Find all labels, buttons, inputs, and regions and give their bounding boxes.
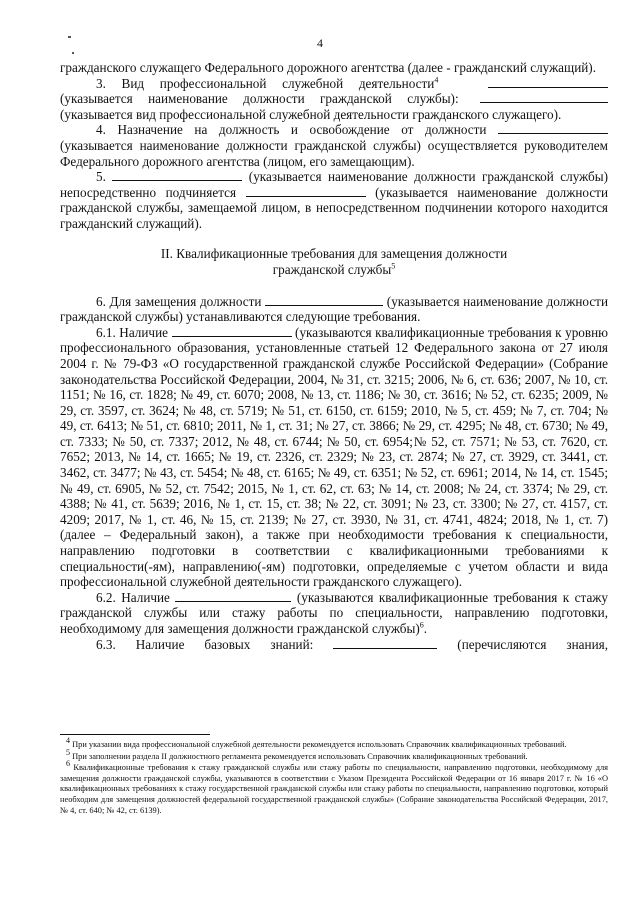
blank-field (172, 325, 292, 337)
paragraph-4-text-2: (указывается наименование должности гражданской службы) осуществляется руководителем Федерального дорожного агентства (лицом, его замещающим). (60, 137, 608, 169)
paragraph-6-2 (60, 590, 608, 637)
blank-field (246, 185, 366, 197)
scan-speck (72, 52, 74, 54)
footnote-ref-5: 5 (391, 261, 396, 271)
footnote-6-mark: 6 (66, 759, 70, 769)
footnote-5-text: При заполнении раздела II должностного регламента рекомендуется использовать Справочник квалификационных требований. (72, 751, 528, 761)
paragraph-3-text-3: (указывается вид профессиональной служебной деятельности гражданского служащего). (60, 106, 562, 122)
paragraph-4 (60, 122, 608, 169)
paragraph-3 (60, 76, 608, 123)
paragraph-5-text: 5. (96, 169, 106, 185)
paragraph-5-text-3: (указывается наименование должности гражданской службы, замещаемой лицом, в непосредственном подчинении которого находится гражданский служащий). (60, 184, 609, 231)
footnote-6-text: Квалификационные требования к стажу гражданской службы или стажу работы по специальности, направлению подготовки, необходимому для замещения должности гражданской службы, указываются в соответствии с Указом Президента Российской Федерации от 16 января 2017 г. № 16 «О квалификационных требованиях к стажу государственной гражданской службы или стажу работы по специальности, направлению подготовки, который необходим для замещения должностей федеральной государственной гражданской службы» (Собрание законодательства Российской Федерации, 2017, № 4, ст. 640; № 42, ст. 6139). (60, 763, 609, 815)
document-body (60, 60, 608, 652)
paragraph-6-2-end: . (423, 621, 428, 636)
footnote-4-mark: 4 (66, 736, 70, 746)
paragraph-4-text: 4. Назначение на должность и освобождение от должности (96, 122, 487, 138)
paragraph-6-2-text-2: (указываются квалификационные требования к стажу гражданской службы или стажу работы по специальности, направлению подготовки, необходимому для замещения должности гражданской службы) (60, 589, 609, 636)
paragraph-6-3-text: 6.3. Наличие базовых знаний: (96, 636, 314, 652)
footnotes (60, 736, 609, 817)
blank-field (480, 91, 608, 103)
blank-field (488, 76, 608, 88)
paragraph-6-text: 6. Для замещения должности (96, 293, 262, 309)
paragraph-3-text: 3. Вид профессиональной служебной деятельности (96, 75, 435, 91)
blank-field (112, 169, 242, 181)
footnote-5 (60, 747, 608, 763)
paragraph-6-1 (60, 325, 608, 590)
footnote-4-text: При указании вида профессиональной служебной деятельности рекомендуется использовать Справочник квалификационных требований. (72, 740, 567, 749)
footnote-6 (60, 759, 609, 816)
footnote-5-mark: 5 (66, 747, 70, 757)
blank-field (265, 294, 383, 306)
paragraph-5 (60, 169, 608, 231)
paragraph-6-3-text-2: (перечисляются знания, (457, 636, 609, 652)
footnote-ref-4: 4 (434, 75, 439, 85)
paragraph-6-2-text: 6.2. Наличие (96, 589, 170, 605)
section-heading (60, 246, 608, 278)
section-heading-line-2-text: гражданской службы (272, 261, 392, 277)
blank-field (175, 590, 291, 602)
paragraph-6-text-2: (указывается наименование должности гражданской службы) устанавливаются следующие требования. (60, 293, 609, 325)
paragraph-6-1-text: 6.1. Наличие (96, 324, 168, 340)
intro-paragraph: гражданского служащего Федерального дорожного агентства (далее - гражданский служащий). (60, 60, 596, 75)
paragraph-6-1-text-2: (указываются квалификационные требования к уровню профессионального образования, установленные статьей 12 Федерального закона от 27 июля 2004 г. № 79-ФЗ «О государственной гражданской службе Российской Федерации» (Собрание законодательства Российской Федерации, 2004, № 31, ст. 3215; 2006, № 6, ст. 636; 2007, № 10, ст. 1151; № 16, ст. 1828; № 49, ст. 6070; 2008, № 13, ст. 1186; № 30, ст. 3616; № 52, ст. 6235; 2009, № 29, ст. 3597, ст. 3624; № 48, ст. 5719; № 51, ст. 6150, ст. 6159; 2010, № 5, ст. 459; № 7, ст. 704; № 49, ст. 6413; № 51, ст. 6810; 2011, № 1, ст. 31; № 27, ст. 3866; № 29, ст. 4295; № 48, ст. 6730; № 49, ст. 7333; № 50, ст. 7337; 2012, № 48, ст. 6744; № 50, ст. 6954;№ 52, ст. 7571; № 53, ст. 7620, ст. 7652; 2013, № 14, ст. 1665; № 19, ст. 2326, ст. 2329; № 23, ст. 2874; № 27, ст. 3929, ст. 3441, ст. 3462, ст. 3477; № 43, ст. 5454; № 48, ст. 6165; № 49, ст. 6351; № 52, ст. 6961; 2014, № 14, ст. 1545; № 49, ст. 6905, № 52, ст. 7542; 2015, № 1, ст. 62, ст. 63; № 14, ст. 2008; № 24, ст. 3374; № 29, ст. 4388; № 41, ст. 5639; 2016, № 1, ст. 15, ст. 38; № 22, ст. 3091; № 23, ст. 3300; № 27, ст. 4157, ст. 4209; 2017, № 1, ст. 46, № 15, ст. 2139; № 27, ст. 3930, № 31, ст. 4741, 4824; 2018, № 1, ст. 7) (далее – Федеральный закон), а также при необходимости требования к специальности, направлению подготовки в соответствии с квалификационными требованиями к специальности(-ям), направлению(-ям) подготовки, определяемые с учетом области и вида профессиональной служебной деятельности гражданского служащего). (60, 324, 609, 590)
paragraph-3-text-2: (указывается наименование должности гражданской службы): (60, 91, 459, 107)
paragraph-6 (60, 294, 608, 325)
footnote-4 (60, 736, 608, 751)
blank-field (498, 122, 608, 134)
paragraph-6-3 (60, 637, 608, 653)
section-heading-line-1: II. Квалификационные требования для замещения должности (160, 245, 508, 261)
footnote-ref-6: 6 (419, 620, 424, 630)
blank-field (333, 637, 437, 649)
page-number: 4 (317, 36, 323, 50)
footnote-divider (60, 734, 210, 735)
paragraph-5-text-2: (указывается наименование должности гражданской службы) непосредственно подчиняется (60, 169, 609, 200)
section-heading-line-2 (60, 262, 608, 278)
